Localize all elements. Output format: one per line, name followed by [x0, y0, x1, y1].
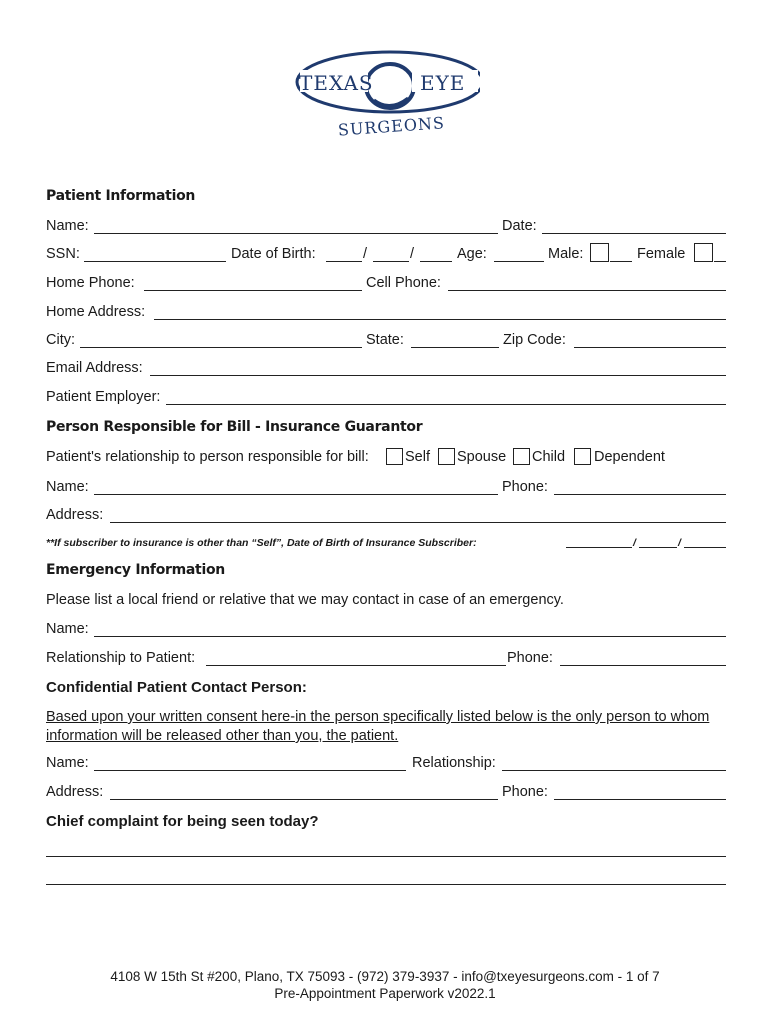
row-emergency-name: [46, 621, 724, 641]
field-zip[interactable]: [574, 332, 726, 348]
label-state: State:: [366, 332, 404, 348]
label-cell-phone: Cell Phone:: [366, 275, 441, 291]
label-ssn: SSN:: [46, 246, 80, 262]
label-emergency-name: Name:: [46, 621, 89, 637]
field-confidential-name[interactable]: [94, 755, 406, 771]
field-confidential-phone[interactable]: [554, 784, 726, 800]
row-employer: [46, 389, 724, 409]
label-relationship-prompt: Patient's relationship to person responsible for bill:: [46, 449, 369, 465]
row-name-date: [46, 218, 724, 238]
row-guarantor-address: [46, 507, 724, 527]
row-guarantor-name-phone: [46, 479, 724, 499]
field-male-line: [610, 246, 632, 262]
field-dob-month[interactable]: [326, 246, 362, 262]
field-subscriber-dob-year[interactable]: [684, 537, 726, 548]
label-age: Age:: [457, 246, 487, 262]
field-name[interactable]: [94, 218, 498, 234]
label-guarantor-address: Address:: [46, 507, 104, 523]
row-email: [46, 360, 724, 380]
label-dob: Date of Birth:: [231, 246, 316, 262]
field-date[interactable]: [542, 218, 726, 234]
section-confidential: Confidential Patient Contact Person:: [46, 679, 307, 696]
label-confidential-address: Address:: [46, 784, 104, 800]
field-age[interactable]: [494, 246, 544, 262]
row-confidential-name: [46, 755, 724, 775]
section-patient-information: Patient Information: [46, 188, 196, 204]
field-guarantor-address[interactable]: [110, 507, 726, 523]
label-guarantor-phone: Phone:: [502, 479, 548, 495]
row-city-state-zip: [46, 332, 724, 352]
row-confidential-address: [46, 784, 724, 804]
label-male: Male:: [548, 246, 584, 262]
label-date: Date:: [502, 218, 537, 234]
field-state[interactable]: [411, 332, 499, 348]
label-child: Child: [532, 449, 566, 465]
label-spouse: Spouse: [457, 449, 507, 465]
label-confidential-name: Name:: [46, 755, 89, 771]
emergency-intro-text: Please list a local friend or relative that we may contact in case of an emergency.: [46, 592, 564, 608]
label-employer: Patient Employer:: [46, 389, 161, 405]
checkbox-male[interactable]: [590, 243, 609, 262]
field-dob-day[interactable]: [373, 246, 409, 262]
logo-word-eye: EYE: [420, 71, 466, 95]
subscriber-dob-note: **If subscriber to insurance is other than “Self”, Date of Birth of Insurance Subscriber:: [46, 537, 477, 549]
field-city[interactable]: [80, 332, 362, 348]
field-emergency-phone[interactable]: [560, 650, 726, 666]
label-emergency-relationship: Relationship to Patient:: [46, 650, 196, 666]
logo-word-surgeons: SURGEONS: [337, 113, 446, 140]
field-female-line: [714, 246, 726, 262]
label-home-phone: Home Phone:: [46, 275, 135, 291]
field-emergency-name[interactable]: [94, 621, 726, 637]
field-guarantor-phone[interactable]: [554, 479, 726, 495]
label-email: Email Address:: [46, 360, 143, 376]
label-confidential-relationship: Relationship:: [412, 755, 496, 771]
row-ssn-dob-age-sex: [46, 246, 724, 266]
field-confidential-address[interactable]: [110, 784, 498, 800]
field-employer[interactable]: [166, 389, 726, 405]
field-home-phone[interactable]: [144, 275, 362, 291]
field-complaint-line-2[interactable]: [46, 884, 726, 885]
checkbox-self[interactable]: [386, 448, 403, 465]
dob-slash-1: /: [363, 246, 368, 262]
label-emergency-phone: Phone:: [507, 650, 553, 666]
row-emergency-intro: [46, 592, 724, 612]
footer-contact: 4108 W 15th St #200, Plano, TX 75093 - (972) 379-3937 - info@txeyesurgeons.com - 1 of 7: [110, 969, 660, 984]
field-complaint-line-1[interactable]: [46, 856, 726, 857]
section-chief-complaint: Chief complaint for being seen today?: [46, 813, 319, 830]
checkbox-spouse[interactable]: [438, 448, 455, 465]
label-self: Self: [405, 449, 430, 465]
row-emergency-relationship: [46, 650, 724, 670]
label-dependent: Dependent: [594, 449, 665, 465]
label-home-address: Home Address:: [46, 304, 146, 320]
label-female: Female: [637, 246, 686, 262]
field-dob-year[interactable]: [420, 246, 452, 262]
row-subscriber-dob: [46, 537, 724, 557]
field-subscriber-dob-day[interactable]: [639, 537, 677, 548]
field-emergency-relationship[interactable]: [206, 650, 506, 666]
field-ssn[interactable]: [84, 246, 226, 262]
label-confidential-phone: Phone:: [502, 784, 548, 800]
label-city: City:: [46, 332, 75, 348]
label-zip: Zip Code:: [503, 332, 566, 348]
subscriber-dob-slash-1: /: [633, 537, 636, 549]
row-home-address: [46, 304, 724, 324]
footer-version: Pre-Appointment Paperwork v2022.1: [274, 986, 496, 1001]
checkbox-child[interactable]: [513, 448, 530, 465]
section-guarantor: Person Responsible for Bill - Insurance Guarantor: [46, 419, 423, 435]
field-subscriber-dob-month[interactable]: [566, 537, 632, 548]
section-emergency: Emergency Information: [46, 562, 225, 578]
dob-slash-2: /: [410, 246, 415, 262]
field-email[interactable]: [150, 360, 726, 376]
field-confidential-relationship[interactable]: [502, 755, 726, 771]
label-guarantor-name: Name:: [46, 479, 89, 495]
checkbox-dependent[interactable]: [574, 448, 591, 465]
row-phones: [46, 275, 724, 295]
field-guarantor-name[interactable]: [94, 479, 498, 495]
subscriber-dob-slash-2: /: [678, 537, 681, 549]
row-relationship-options: [46, 449, 724, 469]
field-cell-phone[interactable]: [448, 275, 726, 291]
label-name: Name:: [46, 218, 89, 234]
texas-eye-surgeons-logo: [290, 48, 480, 140]
consent-statement: Based upon your written consent here-in the person specifically listed below is the only person to whom information will be released other than you, the patient.: [46, 709, 710, 744]
field-home-address[interactable]: [154, 304, 726, 320]
checkbox-female[interactable]: [694, 243, 713, 262]
logo-word-texas: TEXAS: [299, 71, 374, 95]
